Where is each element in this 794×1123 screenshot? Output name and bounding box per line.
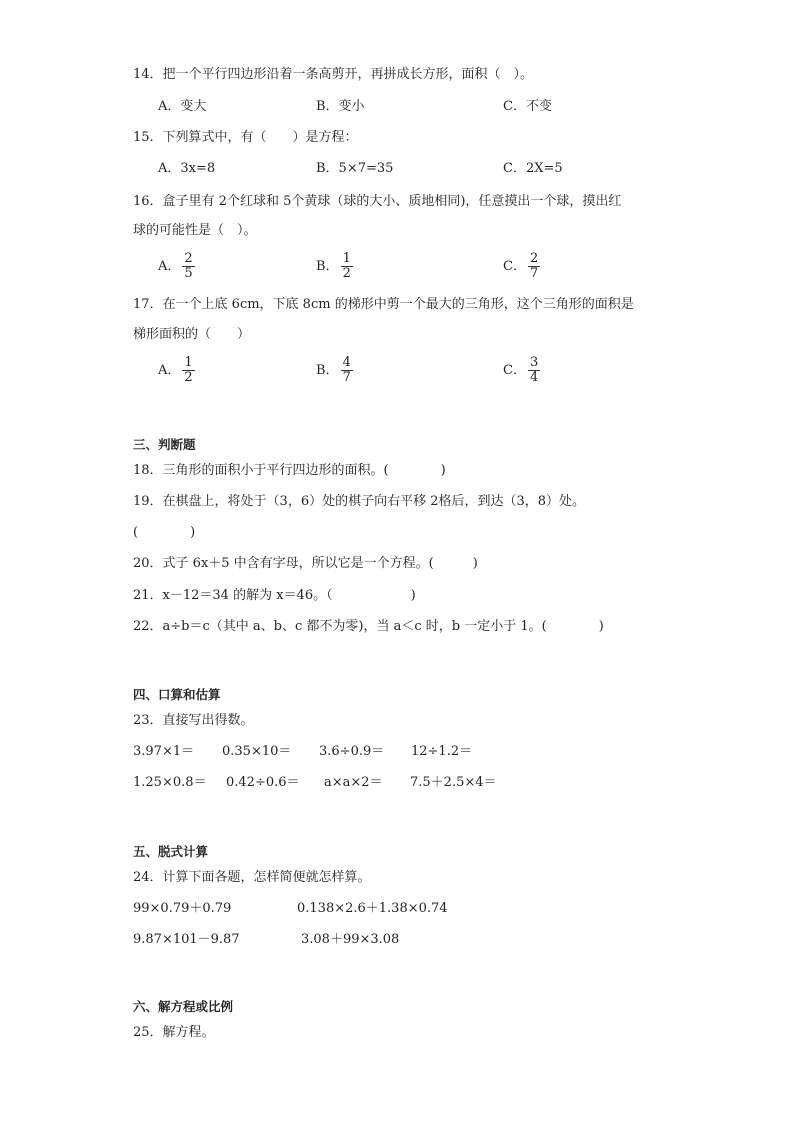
q15-stem: 15．下列算式中，有（ ）是方程： bbox=[133, 130, 358, 145]
q15-option-a[interactable]: A．3x=8 bbox=[158, 161, 216, 176]
q18: 18．三角形的面积小于平行四边形的面积。( ) bbox=[133, 463, 446, 478]
q14-option-b[interactable]: B．变小 bbox=[316, 99, 365, 114]
oral-item: 0.42÷0.6＝ bbox=[226, 775, 300, 790]
q20: 20．式子 6x＋5 中含有字母，所以它是一个方程。( ) bbox=[133, 556, 478, 571]
q17-option-c[interactable]: C． $\frac{3}{4}$ bbox=[503, 355, 539, 385]
oral-item: a×a×2＝ bbox=[324, 775, 383, 790]
q14-option-c[interactable]: C．不变 bbox=[503, 99, 552, 114]
fraction: $\frac{3}{4}$ bbox=[529, 355, 539, 385]
q17-option-b[interactable]: B． $\frac{4}{7}$ bbox=[316, 355, 351, 385]
section-oral-heading: 四、口算和估算 bbox=[133, 687, 221, 702]
q16-stem-line1: 16．盒子里有 2个红球和 5个黄球（球的大小、质地相同)，任意摸出一个球，摸出红 bbox=[133, 194, 622, 209]
q25: 25．解方程。 bbox=[133, 1025, 215, 1040]
calc-item: 99×0.79＋0.79 bbox=[133, 901, 232, 916]
q16-option-b[interactable]: B． $\frac{1}{2}$ bbox=[316, 251, 351, 281]
section-calc-heading: 五、脱式计算 bbox=[133, 844, 209, 859]
fraction: $\frac{2}{5}$ bbox=[184, 251, 193, 281]
q16-option-c[interactable]: C． $\frac{2}{7}$ bbox=[503, 251, 539, 281]
section-judgement-heading: 三、判断题 bbox=[133, 437, 196, 452]
q19-line1: 19．在棋盘上，将处于（3，6）处的棋子向右平移 2格后，到达（3，8）处。 bbox=[133, 494, 586, 509]
q21: 21．x－12＝34 的解为 x＝46。（ ) bbox=[133, 588, 416, 603]
oral-item: 3.97×1＝ bbox=[133, 744, 195, 759]
q22: 22．a÷b＝c（其中 a、b、c 都不为零)，当 a＜c 时，b 一定小于 1。( ) bbox=[133, 619, 604, 634]
q16-stem-line2: 球的可能性是（ ）。 bbox=[133, 223, 257, 238]
q19-line2: ( ) bbox=[133, 525, 196, 540]
oral-item: 1.25×0.8＝ bbox=[133, 775, 207, 790]
oral-item: 7.5＋2.5×4＝ bbox=[410, 775, 497, 790]
q17-stem-line1: 17．在一个上底 6cm，下底 8cm 的梯形中剪一个最大的三角形，这个三角形的面积是 bbox=[133, 297, 634, 312]
calc-item: 0.138×2.6＋1.38×0.74 bbox=[297, 901, 448, 916]
q16-option-a[interactable]: A． $\frac{2}{5}$ bbox=[158, 251, 193, 281]
q15-option-c[interactable]: C．2X=5 bbox=[503, 161, 563, 176]
q17-option-a[interactable]: A． $\frac{1}{2}$ bbox=[158, 355, 193, 385]
fraction: $\frac{1}{2}$ bbox=[342, 251, 351, 281]
q23: 23．直接写出得数。 bbox=[133, 713, 254, 728]
oral-item: 3.6÷0.9＝ bbox=[319, 744, 385, 759]
calc-item: 3.08＋99×3.08 bbox=[301, 932, 400, 947]
q17-stem-line2: 梯形面积的（ ） bbox=[133, 327, 251, 342]
calc-item: 9.87×101－9.87 bbox=[133, 932, 240, 947]
oral-item: 12÷1.2＝ bbox=[411, 744, 473, 759]
section-equation-heading: 六、解方程或比例 bbox=[133, 999, 234, 1014]
fraction: $\frac{4}{7}$ bbox=[342, 355, 351, 385]
fraction: $\frac{2}{7}$ bbox=[529, 251, 539, 281]
q14-stem: 14．把一个平行四边形沿着一条高剪开，再拼成长方形，面积（ ）。 bbox=[133, 67, 534, 82]
q15-option-b[interactable]: B．5×7=35 bbox=[316, 161, 394, 176]
q24: 24．计算下面各题，怎样简便就怎样算。 bbox=[133, 870, 371, 885]
oral-item: 0.35×10＝ bbox=[222, 744, 292, 759]
q14-option-a[interactable]: A．变大 bbox=[158, 99, 207, 114]
fraction: $\frac{1}{2}$ bbox=[184, 355, 193, 385]
